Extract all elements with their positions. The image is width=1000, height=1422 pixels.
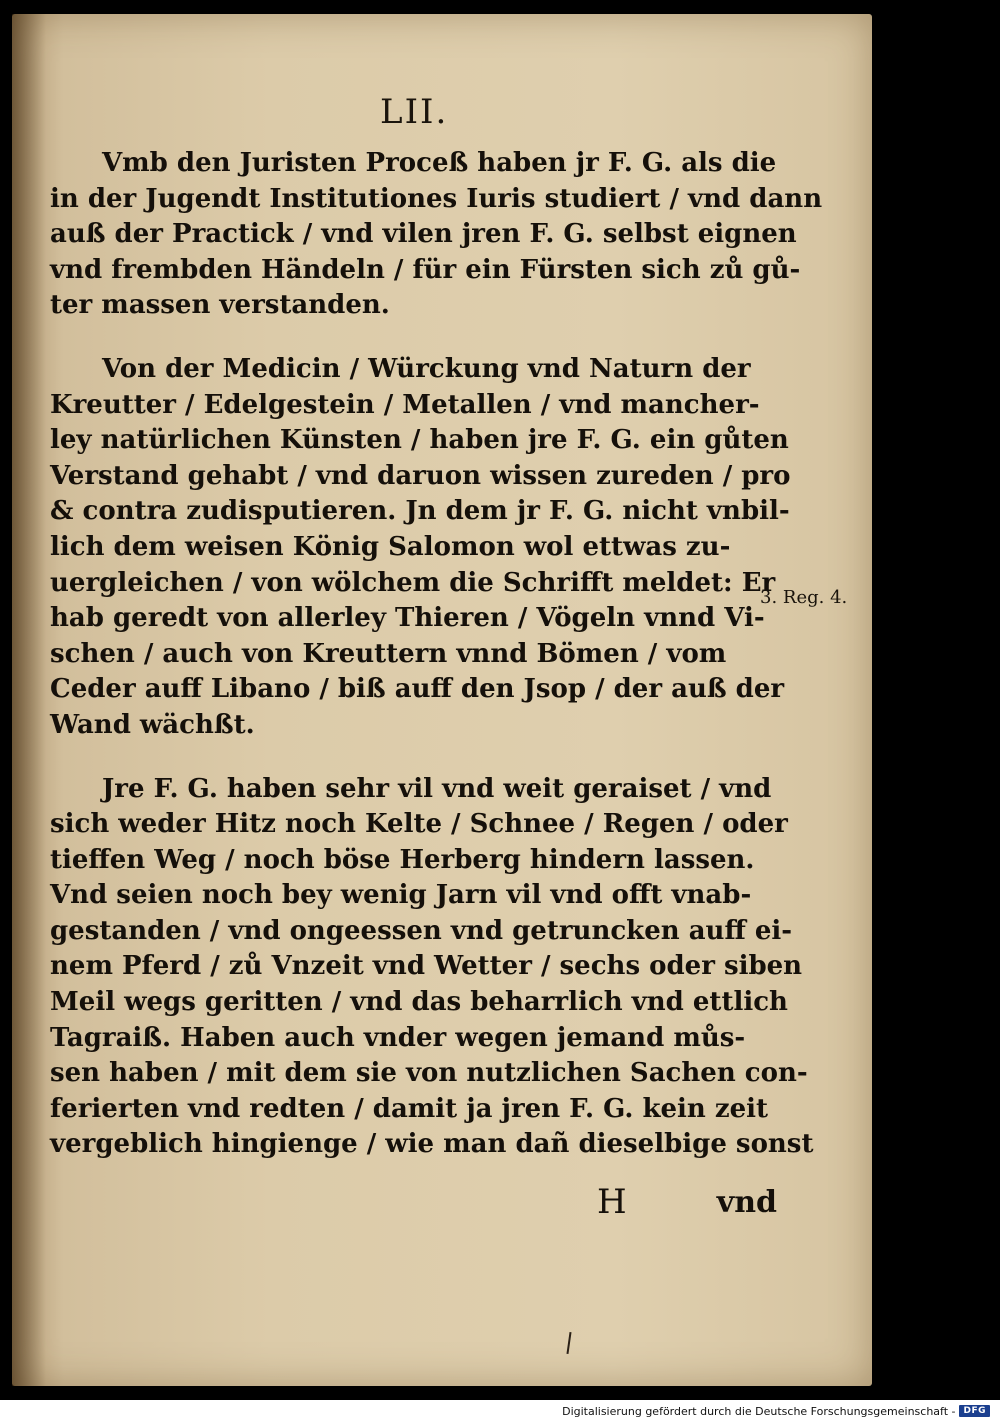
marginal-note: 3. Reg. 4. xyxy=(760,587,848,608)
text-line: gestanden / vnd ongeessen vnd getruncken auff ei- xyxy=(50,915,793,946)
dfg-logo: DFG xyxy=(959,1405,990,1417)
footer-credit: Digitalisierung gefördert durch die Deutsche Forschungsgemeinschaft - xyxy=(562,1404,956,1418)
text-line: Wand wächßt. xyxy=(50,709,255,740)
text-line: vergeblich hingienge / wie man dañ dieselbige sonst xyxy=(50,1129,814,1160)
text-line: ley natürlichen Künsten / haben jre F. G. ein gůten xyxy=(50,425,789,456)
running-head: LII. xyxy=(380,92,449,132)
text-line: & contra zudisputieren. Jn dem jr F. G. nicht vnbil- xyxy=(50,496,790,527)
text-line: Ceder auff Libano / biß auff den Jsop / der auß der xyxy=(50,674,785,705)
text-line: auß der Practick / vnd vilen jren F. G. selbst eignen xyxy=(50,219,797,250)
text-line: uergleichen / von wölchem die Schrifft meldet: Er xyxy=(50,567,776,598)
text-line: Jre F. G. haben sehr vil vnd weit geraiset / vnd xyxy=(102,773,772,804)
text-line: Kreutter / Edelgestein / Metallen / vnd mancher- xyxy=(50,389,760,420)
text-line: Verstand gehabt / vnd daruon wissen zureden / pro xyxy=(50,460,791,491)
text-line: Vmb den Juristen Proceß haben jr F. G. als die xyxy=(102,148,777,178)
text-line: ferierten vnd redten / damit ja jren F. G. kein zeit xyxy=(50,1093,769,1124)
text-line: sich weder Hitz noch Kelte / Schnee / Regen / oder xyxy=(50,809,788,840)
text-line: schen / auch von Kreuttern vnnd Bömen / vom xyxy=(50,638,727,669)
text-line: lich dem weisen König Salomon wol ettwas zu- xyxy=(50,531,731,562)
text-line: Vnd seien noch bey wenig Jarn vil vnd offt vnab- xyxy=(50,880,752,911)
text-line: sen haben / mit dem sie von nutzlichen Sachen con- xyxy=(50,1058,808,1089)
catchword: vnd xyxy=(716,1184,777,1220)
ink-mark xyxy=(566,1332,571,1354)
catchword-row xyxy=(597,1182,777,1222)
text-line: vnd frembden Händeln / für ein Fürsten sich zů gů- xyxy=(50,254,801,285)
paragraph xyxy=(50,772,814,1164)
text-line: nem Pferd / zů Vnzeit vnd Wetter / sechs oder siben xyxy=(50,951,803,982)
signature-mark: H xyxy=(597,1182,627,1222)
text-line: tieffen Weg / noch böse Herberg hindern lassen. xyxy=(50,844,755,875)
paragraph xyxy=(50,146,823,324)
text-line: in der Jugendt Institutiones Iuris studiert / vnd dann xyxy=(50,183,823,214)
text-line: hab geredt von allerley Thieren / Vögeln vnnd Vi- xyxy=(50,603,765,634)
document-page xyxy=(12,14,872,1386)
footer-bar xyxy=(0,1400,1000,1422)
text-line: Von der Medicin / Würckung vnd Naturn der xyxy=(102,353,751,384)
text-line: ter massen verstanden. xyxy=(50,290,390,321)
text-line: Meil wegs geritten / vnd das beharrlich vnd ettlich xyxy=(50,987,788,1018)
text-line: Tagraiß. Haben auch vnder wegen jemand můs- xyxy=(50,1022,746,1053)
paragraph xyxy=(50,352,790,744)
